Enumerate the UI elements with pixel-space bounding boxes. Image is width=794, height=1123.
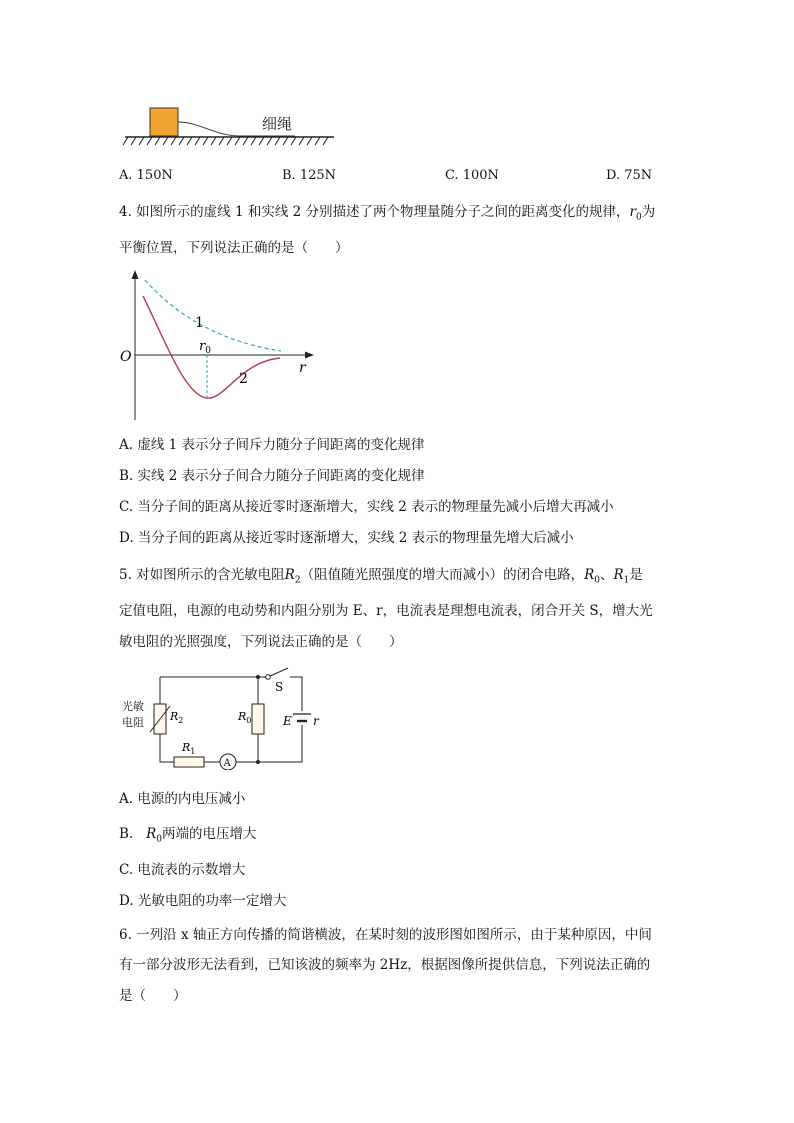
q5-stem-line-1: 5. 对如图所示的含光敏电阻$R_2$（阻值随光照强度的增大而减小）的闭合电路，$R_0$、$R_1$是 [119, 567, 643, 586]
q6-stem-line-1: 6. 一列沿 x 轴正方向传播的简谐横波，在某时刻的波形图如图所示，由于某种原因，中间 [119, 927, 652, 943]
q6-stem-line-2: 有一部分波形无法看到，已知该波的频率为 2Hz，根据图像所提供信息，下列说法正确的 [119, 957, 651, 973]
q4-stem-line-2: 平衡位置，下列说法正确的是（ ） [119, 240, 349, 256]
resistor-r1 [174, 757, 204, 767]
q3-option-d[interactable]: D. 75N [606, 168, 653, 183]
q5-option-b[interactable]: B. $R_0$两端的电压增大 [119, 826, 257, 845]
q4-option-c[interactable]: C. 当分子间的距离从接近零时逐渐增大，实线 2 表示的物理量先减小后增大再减小 [119, 499, 614, 515]
svg-text:S: S [275, 680, 284, 694]
curve-1-label: 1 [195, 315, 204, 331]
svg-text:R0: $R_0$ [238, 710, 252, 725]
curve-2-label: 2 [239, 371, 248, 387]
q6-stem-line-3: 是（ ） [119, 988, 187, 1004]
svg-text:R1: $R_1$ [182, 741, 196, 756]
q3-option-b[interactable]: B. 125N [282, 168, 337, 183]
ground-hatching [123, 137, 328, 145]
q4-option-d[interactable]: D. 当分子间的距离从接近零时逐渐增大，实线 2 表示的物理量先增大后减小 [119, 530, 574, 546]
axis-r-label: r [299, 360, 306, 376]
q5-stem-line-2: 定值电阻，电源的电动势和内阻分别为 E、r，电流表是理想电流表，闭合开关 S，增大光 [119, 603, 653, 619]
q4-option-a[interactable]: A. 虚线 1 表示分子间斥力随分子间距离的变化规律 [119, 437, 425, 453]
q4-option-b[interactable]: B. 实线 2 表示分子间合力随分子间距离的变化规律 [119, 468, 425, 484]
origin-label: O [120, 349, 132, 365]
block-rope-figure [120, 100, 340, 152]
svg-text:R2: $R_2$ [170, 710, 184, 725]
switch-blade [268, 668, 288, 677]
q3-option-c[interactable]: C. 100N [445, 168, 499, 183]
svg-text:r: r [313, 714, 319, 728]
block [150, 108, 178, 136]
q5-option-a[interactable]: A. 电源的内电压减小 [119, 791, 246, 807]
curve-1-dashed [145, 280, 281, 351]
svg-text:光敏: 光敏 [122, 700, 144, 713]
q5-option-d[interactable]: D. 光敏电阻的功率一定增大 [119, 893, 287, 909]
molecular-force-graph [115, 268, 320, 426]
svg-text:电阻: 电阻 [122, 716, 144, 729]
r0-label: $r_0$ [199, 339, 211, 356]
q5-stem-line-3: 敏电阻的光照强度，下列说法正确的是（ ） [119, 634, 403, 650]
circuit-diagram [118, 664, 338, 770]
q3-option-a[interactable]: A. 150N [119, 168, 173, 183]
switch-contact [266, 675, 271, 680]
q4-stem-line-1: 4. 如图所示的虚线 1 和实线 2 分别描述了两个物理量随分子之间的距离变化的规律，$r_0$为 [119, 204, 656, 223]
resistor-r0 [252, 704, 264, 734]
svg-text:E: E [283, 714, 292, 728]
q5-option-c[interactable]: C. 电流表的示数增大 [119, 862, 246, 878]
rope-label: 细绳 [262, 115, 293, 133]
svg-text:A: A [223, 758, 231, 769]
